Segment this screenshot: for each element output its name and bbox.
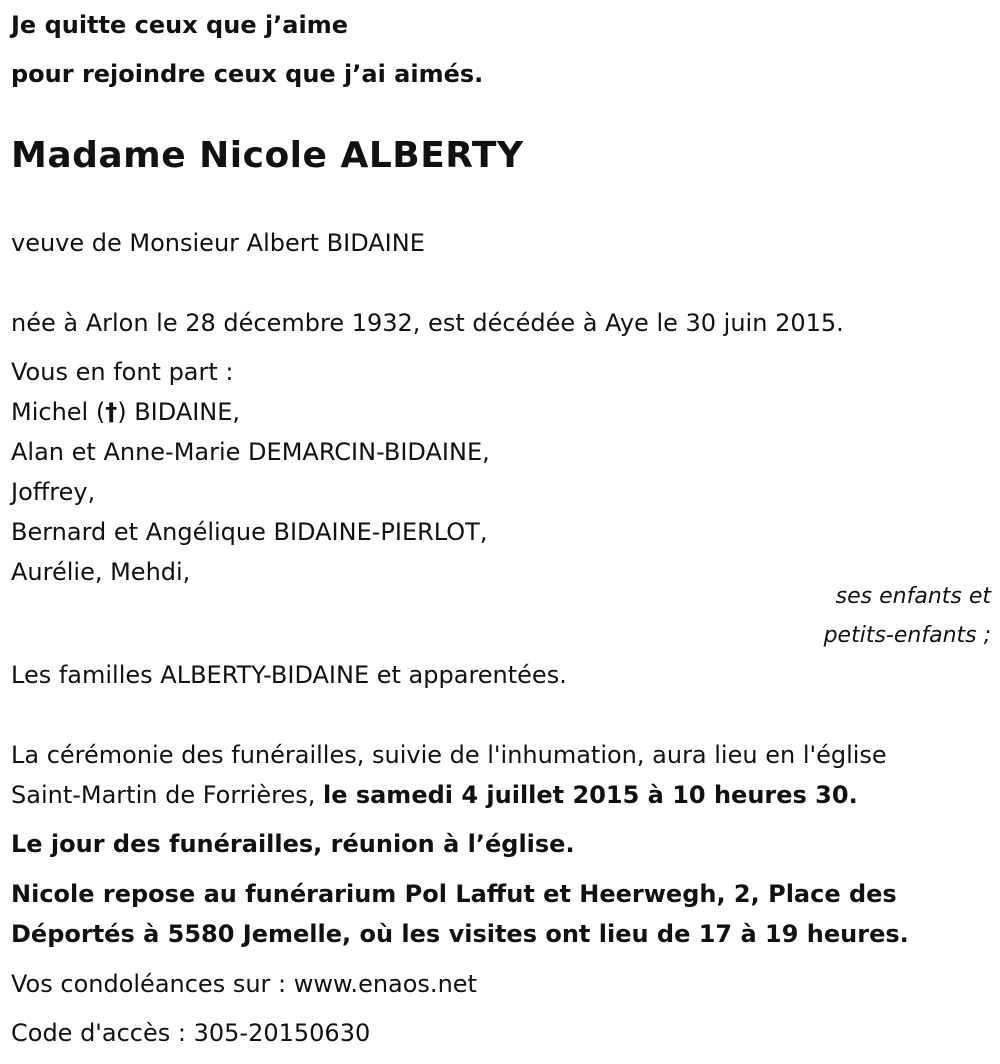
announcer-line-3: Joffrey, bbox=[11, 478, 96, 506]
ceremony-line-1: La cérémonie des funérailles, suivie de l'inhumation, aura lieu en l'église bbox=[11, 741, 887, 769]
deceased-name: Madame Nicole ALBERTY bbox=[11, 135, 524, 176]
announcer-line-5: Aurélie, Mehdi, bbox=[11, 558, 191, 586]
announcer-michel bbox=[11, 397, 240, 427]
access-code-line: Code d'accès : 305-20150630 bbox=[11, 1019, 371, 1047]
relation-line-2: petits-enfants ; bbox=[823, 623, 991, 648]
epigraph-line-2: pour rejoindre ceux que j’ai aimés. bbox=[11, 60, 484, 88]
ceremony-location: Saint-Martin de Forrières, bbox=[11, 781, 323, 809]
ceremony-datetime: le samedi 4 juillet 2015 à 10 heures 30. bbox=[322, 781, 858, 809]
condolences-line: Vos condoléances sur : www.enaos.net bbox=[11, 970, 477, 998]
repose-line-2: Déportés à 5580 Jemelle, où les visites ont lieu de 17 à 19 heures. bbox=[11, 920, 909, 948]
announcer-line-4: Bernard et Angélique BIDAINE-PIERLOT, bbox=[11, 518, 488, 546]
cross-icon: † bbox=[105, 398, 118, 426]
announcer-line-2: Alan et Anne-Marie DEMARCIN-BIDAINE, bbox=[11, 438, 490, 466]
families-line: Les familles ALBERTY-BIDAINE et apparentées. bbox=[11, 661, 567, 689]
widow-of-line: veuve de Monsieur Albert BIDAINE bbox=[11, 229, 425, 257]
announcer-michel-first: Michel ( bbox=[11, 398, 106, 426]
ceremony-line-2 bbox=[11, 780, 858, 810]
relation-line-1: ses enfants et bbox=[835, 584, 991, 609]
announcers-intro: Vous en font part : bbox=[11, 358, 234, 386]
repose-line-1: Nicole repose au funérarium Pol Laffut et Heerwegh, 2, Place des bbox=[11, 880, 897, 908]
epigraph-line-1: Je quitte ceux que j’aime bbox=[11, 11, 349, 39]
birth-death-line: née à Arlon le 28 décembre 1932, est décédée à Aye le 30 juin 2015. bbox=[11, 309, 844, 337]
announcer-michel-last: ) BIDAINE, bbox=[117, 398, 241, 426]
meeting-line: Le jour des funérailles, réunion à l’église. bbox=[11, 830, 575, 858]
